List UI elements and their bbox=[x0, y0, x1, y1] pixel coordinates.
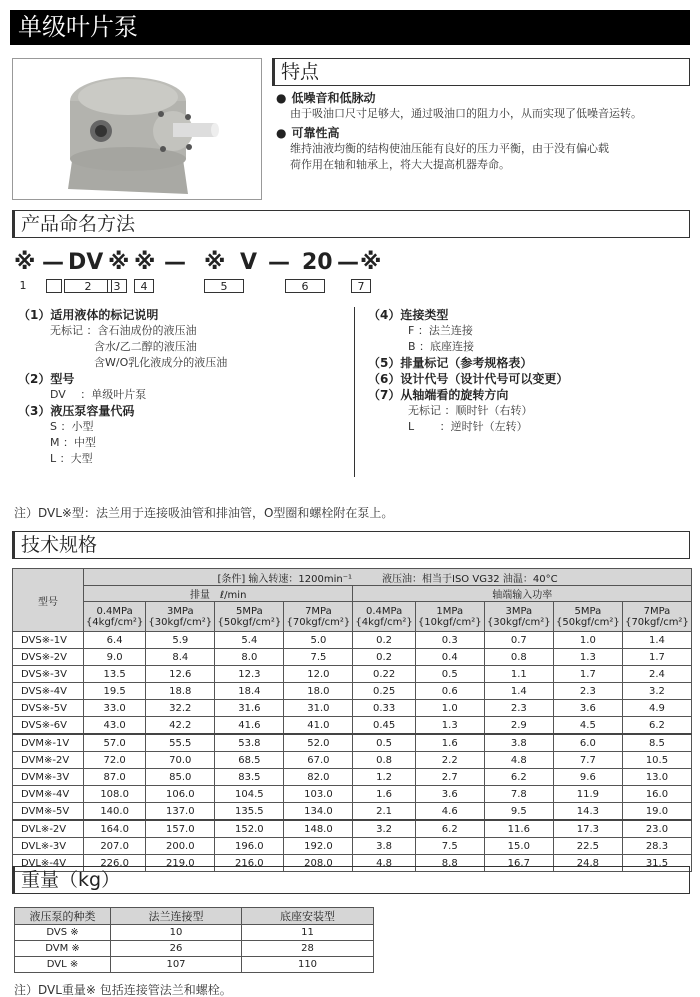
naming-heading: 产品命名方法 bbox=[12, 210, 690, 238]
item-title: （2）型号 bbox=[18, 372, 75, 386]
item-line: L ：大型 bbox=[50, 452, 93, 465]
pressure-column-header bbox=[484, 602, 553, 632]
code-box-3: 3 bbox=[107, 279, 127, 293]
value-cell: 0.7 bbox=[484, 632, 553, 649]
code-box-7: 7 bbox=[351, 279, 371, 293]
table-row bbox=[13, 803, 692, 821]
value-cell: 7.5 bbox=[415, 838, 484, 855]
value-cell: 19.5 bbox=[84, 683, 146, 700]
value-cell: 4.9 bbox=[622, 700, 691, 717]
item-title: （3）液压泵容量代码 bbox=[18, 404, 135, 418]
pump-type-cell: DVM ※ bbox=[15, 941, 111, 957]
model-cell: DVS※-3V bbox=[13, 666, 84, 683]
model-cell: DVS※-6V bbox=[13, 717, 84, 735]
value-cell: 53.8 bbox=[215, 734, 284, 752]
table-row bbox=[13, 820, 692, 838]
code-part: ※ bbox=[134, 250, 156, 275]
value-cell: 140.0 bbox=[84, 803, 146, 821]
value-cell: 4.8 bbox=[353, 855, 415, 872]
weight-table bbox=[14, 907, 374, 973]
item-line: S ：小型 bbox=[50, 420, 94, 433]
value-cell: 5.4 bbox=[215, 632, 284, 649]
value-cell: 157.0 bbox=[146, 820, 215, 838]
value-cell: 2.1 bbox=[353, 803, 415, 821]
model-cell: DVM※-3V bbox=[13, 769, 84, 786]
value-cell: 9.0 bbox=[84, 649, 146, 666]
value-cell: 0.22 bbox=[353, 666, 415, 683]
value-cell: 0.25 bbox=[353, 683, 415, 700]
value-cell: 108.0 bbox=[84, 786, 146, 803]
value-cell: 5.9 bbox=[146, 632, 215, 649]
item-line: M ：中型 bbox=[50, 436, 96, 449]
code-part: DV bbox=[68, 250, 104, 275]
value-cell: 0.33 bbox=[353, 700, 415, 717]
item-line: DV ：单级叶片泵 bbox=[50, 388, 147, 401]
pressure-kgf: {70kgf/cm²} bbox=[286, 616, 351, 628]
table-row bbox=[13, 752, 692, 769]
flow-header: 排量 ℓ/min bbox=[84, 586, 353, 602]
pressure-mpa: 5MPa bbox=[574, 605, 602, 617]
pressure-kgf: {4kgf/cm²} bbox=[355, 616, 413, 628]
item-line: L ：逆时针（左转） bbox=[408, 420, 528, 433]
value-cell: 219.0 bbox=[146, 855, 215, 872]
value-cell: 200.0 bbox=[146, 838, 215, 855]
value-cell: 196.0 bbox=[215, 838, 284, 855]
code-box-2: 2 bbox=[64, 279, 112, 293]
value-cell: 24.8 bbox=[553, 855, 622, 872]
code-box-5: 5 bbox=[204, 279, 244, 293]
value-cell: 6.2 bbox=[622, 717, 691, 735]
pump-type-cell: DVL ※ bbox=[15, 957, 111, 973]
feature-title: ● 低噪音和低脉动 bbox=[276, 90, 696, 106]
page-title: 单级叶片泵 bbox=[10, 10, 690, 45]
value-cell: 67.0 bbox=[284, 752, 353, 769]
specs-heading: 技术规格 bbox=[12, 531, 690, 559]
value-cell: 2.3 bbox=[553, 683, 622, 700]
model-cell: DVM※-5V bbox=[13, 803, 84, 821]
code-part: ※ bbox=[360, 250, 382, 275]
weight-header: 底座安装型 bbox=[242, 908, 374, 925]
naming-left-list bbox=[18, 307, 227, 467]
value-cell: 33.0 bbox=[84, 700, 146, 717]
value-cell: 103.0 bbox=[284, 786, 353, 803]
value-cell: 3.8 bbox=[484, 734, 553, 752]
table-row bbox=[15, 941, 374, 957]
value-cell: 11.9 bbox=[553, 786, 622, 803]
weight-cell: 28 bbox=[242, 941, 374, 957]
item-line: 含水/乙二醇的液压油 bbox=[50, 340, 197, 353]
value-cell: 87.0 bbox=[84, 769, 146, 786]
value-cell: 0.45 bbox=[353, 717, 415, 735]
code-part: 20 bbox=[302, 250, 333, 275]
value-cell: 135.5 bbox=[215, 803, 284, 821]
value-cell: 72.0 bbox=[84, 752, 146, 769]
pressure-mpa: 5MPa bbox=[236, 605, 263, 617]
code-part: — bbox=[164, 250, 186, 275]
value-cell: 192.0 bbox=[284, 838, 353, 855]
value-cell: 55.5 bbox=[146, 734, 215, 752]
value-cell: 22.5 bbox=[553, 838, 622, 855]
weight-header: 液压泵的种类 bbox=[15, 908, 111, 925]
value-cell: 2.7 bbox=[415, 769, 484, 786]
value-cell: 31.6 bbox=[215, 700, 284, 717]
value-cell: 28.3 bbox=[622, 838, 691, 855]
value-cell: 0.5 bbox=[415, 666, 484, 683]
table-row bbox=[13, 717, 692, 735]
pressure-kgf: {70kgf/cm²} bbox=[625, 616, 689, 628]
code-box-6: 6 bbox=[285, 279, 325, 293]
value-cell: 2.3 bbox=[484, 700, 553, 717]
pressure-column-header bbox=[415, 602, 484, 632]
value-cell: 1.7 bbox=[622, 649, 691, 666]
value-cell: 1.3 bbox=[415, 717, 484, 735]
value-cell: 8.4 bbox=[146, 649, 215, 666]
item-title: （4）连接类型 bbox=[368, 308, 449, 322]
value-cell: 2.2 bbox=[415, 752, 484, 769]
pressure-kgf: {30kgf/cm²} bbox=[148, 616, 213, 628]
value-cell: 0.3 bbox=[415, 632, 484, 649]
pressure-mpa: 0.4MPa bbox=[365, 605, 403, 617]
value-cell: 83.5 bbox=[215, 769, 284, 786]
value-cell: 6.2 bbox=[415, 820, 484, 838]
value-cell: 104.5 bbox=[215, 786, 284, 803]
item-line: 无标记 ：顺时针（右转） bbox=[408, 404, 533, 417]
item-line: 含W/O乳化液成分的液压油 bbox=[50, 356, 228, 369]
item-line: 无标记 ：含石油成份的液压油 bbox=[50, 324, 197, 337]
value-cell: 13.5 bbox=[84, 666, 146, 683]
value-cell: 31.0 bbox=[284, 700, 353, 717]
weight-cell: 11 bbox=[242, 925, 374, 941]
value-cell: 8.0 bbox=[215, 649, 284, 666]
condition-header: [条件] 输入转速：1200min⁻¹ 液压油：相当于ISO VG32 油温：40°C bbox=[84, 569, 692, 586]
value-cell: 148.0 bbox=[284, 820, 353, 838]
model-cell: DVS※-4V bbox=[13, 683, 84, 700]
value-cell: 106.0 bbox=[146, 786, 215, 803]
value-cell: 41.0 bbox=[284, 717, 353, 735]
feature-text: 荷作用在轴和轴承上，将大大提高机器寿命。 bbox=[290, 158, 510, 171]
item-line: B ：底座连接 bbox=[408, 340, 475, 353]
value-cell: 23.0 bbox=[622, 820, 691, 838]
table-row bbox=[13, 734, 692, 752]
pressure-column-header bbox=[215, 602, 284, 632]
code-part: V bbox=[240, 250, 258, 275]
model-cell: DVM※-4V bbox=[13, 786, 84, 803]
pressure-kgf: {10kgf/cm²} bbox=[417, 616, 482, 628]
value-cell: 2.4 bbox=[622, 666, 691, 683]
value-cell: 12.3 bbox=[215, 666, 284, 683]
value-cell: 1.4 bbox=[484, 683, 553, 700]
weight-cell: 107 bbox=[111, 957, 242, 973]
value-cell: 3.6 bbox=[553, 700, 622, 717]
model-cell: DVM※-1V bbox=[13, 734, 84, 752]
pressure-kgf: {50kgf/cm²} bbox=[556, 616, 620, 628]
vane-pump-image bbox=[13, 59, 261, 199]
table-row bbox=[13, 786, 692, 803]
pressure-mpa: 0.4MPa bbox=[96, 605, 133, 617]
value-cell: 1.4 bbox=[622, 632, 691, 649]
value-cell: 15.0 bbox=[484, 838, 553, 855]
value-cell: 208.0 bbox=[284, 855, 353, 872]
value-cell: 8.5 bbox=[622, 734, 691, 752]
pressure-mpa: 1MPa bbox=[436, 605, 464, 617]
model-cell: DVS※-1V bbox=[13, 632, 84, 649]
value-cell: 2.9 bbox=[484, 717, 553, 735]
value-cell: 7.7 bbox=[553, 752, 622, 769]
value-cell: 1.7 bbox=[553, 666, 622, 683]
item-title: （7）从轴端看的旋转方向 bbox=[368, 388, 509, 402]
value-cell: 0.8 bbox=[353, 752, 415, 769]
value-cell: 1.1 bbox=[484, 666, 553, 683]
code-part: — bbox=[337, 250, 359, 275]
table-row bbox=[13, 632, 692, 649]
feature-text: 由于吸油口尺寸足够大，通过吸油口的阻力小，从而实现了低噪音运转。 bbox=[290, 107, 642, 120]
value-cell: 152.0 bbox=[215, 820, 284, 838]
value-cell: 137.0 bbox=[146, 803, 215, 821]
item-line: F ：法兰连接 bbox=[408, 324, 473, 337]
value-cell: 1.0 bbox=[553, 632, 622, 649]
value-cell: 1.6 bbox=[353, 786, 415, 803]
item-title: （1）适用液体的标记说明 bbox=[18, 308, 159, 322]
weight-cell: 26 bbox=[111, 941, 242, 957]
value-cell: 8.8 bbox=[415, 855, 484, 872]
value-cell: 216.0 bbox=[215, 855, 284, 872]
features-heading: 特点 bbox=[272, 58, 690, 86]
naming-note: 注）DVL※型：法兰用于连接吸油管和排油管，O型圈和螺栓附在泵上。 bbox=[14, 506, 394, 520]
value-cell: 6.4 bbox=[84, 632, 146, 649]
code-box-1: 1 bbox=[19, 279, 27, 292]
value-cell: 10.5 bbox=[622, 752, 691, 769]
value-cell: 0.6 bbox=[415, 683, 484, 700]
model-cell: DVS※-2V bbox=[13, 649, 84, 666]
pressure-mpa: 3MPa bbox=[505, 605, 533, 617]
pump-photo bbox=[12, 58, 262, 200]
value-cell: 6.0 bbox=[553, 734, 622, 752]
item-title: （6）设计代号（设计代号可以变更） bbox=[368, 372, 569, 386]
weight-cell: 10 bbox=[111, 925, 242, 941]
model-cell: DVS※-5V bbox=[13, 700, 84, 717]
pressure-kgf: {50kgf/cm²} bbox=[217, 616, 282, 628]
value-cell: 13.0 bbox=[622, 769, 691, 786]
table-row bbox=[15, 957, 374, 973]
pressure-column-header bbox=[84, 602, 146, 632]
code-part: ※ bbox=[108, 250, 130, 275]
pressure-column-header bbox=[146, 602, 215, 632]
pressure-mpa: 7MPa bbox=[305, 605, 332, 617]
model-cell: DVL※-4V bbox=[13, 855, 84, 872]
value-cell: 134.0 bbox=[284, 803, 353, 821]
weight-note: 注）DVL重量※ 包括连接管法兰和螺栓。 bbox=[14, 983, 232, 997]
pressure-column-header bbox=[553, 602, 622, 632]
power-header: 轴端输入功率 bbox=[353, 586, 692, 602]
value-cell: 226.0 bbox=[84, 855, 146, 872]
value-cell: 32.2 bbox=[146, 700, 215, 717]
divider bbox=[354, 307, 355, 477]
code-part: — bbox=[42, 250, 64, 275]
value-cell: 3.8 bbox=[353, 838, 415, 855]
pressure-column-header bbox=[353, 602, 415, 632]
pressure-kgf: {4kgf/cm²} bbox=[85, 616, 144, 628]
table-row bbox=[13, 838, 692, 855]
value-cell: 3.2 bbox=[622, 683, 691, 700]
model-cell: DVL※-3V bbox=[13, 838, 84, 855]
weight-cell: 110 bbox=[242, 957, 374, 973]
value-cell: 17.3 bbox=[553, 820, 622, 838]
value-cell: 3.2 bbox=[353, 820, 415, 838]
table-row bbox=[13, 700, 692, 717]
value-cell: 14.3 bbox=[553, 803, 622, 821]
value-cell: 1.2 bbox=[353, 769, 415, 786]
value-cell: 6.2 bbox=[484, 769, 553, 786]
table-row bbox=[13, 666, 692, 683]
feature-text: 维持油液均衡的结构使油压能有良好的压力平衡，由于没有偏心载 bbox=[290, 142, 609, 155]
table-row bbox=[15, 925, 374, 941]
spec-table bbox=[12, 568, 692, 872]
pump-type-cell: DVS ※ bbox=[15, 925, 111, 941]
feature-title: ● 可靠性高 bbox=[276, 125, 696, 141]
table-row bbox=[13, 683, 692, 700]
model-header: 型号 bbox=[13, 569, 84, 632]
naming-right-list bbox=[368, 307, 568, 435]
code-part: ※ bbox=[204, 250, 226, 275]
value-cell: 0.2 bbox=[353, 632, 415, 649]
value-cell: 1.3 bbox=[553, 649, 622, 666]
pressure-kgf: {30kgf/cm²} bbox=[486, 616, 551, 628]
pressure-mpa: 7MPa bbox=[643, 605, 671, 617]
value-cell: 3.6 bbox=[415, 786, 484, 803]
code-box-4: 4 bbox=[134, 279, 154, 293]
value-cell: 16.7 bbox=[484, 855, 553, 872]
value-cell: 18.8 bbox=[146, 683, 215, 700]
value-cell: 12.6 bbox=[146, 666, 215, 683]
value-cell: 9.5 bbox=[484, 803, 553, 821]
value-cell: 12.0 bbox=[284, 666, 353, 683]
value-cell: 57.0 bbox=[84, 734, 146, 752]
value-cell: 0.8 bbox=[484, 649, 553, 666]
table-row bbox=[13, 769, 692, 786]
value-cell: 5.0 bbox=[284, 632, 353, 649]
value-cell: 9.6 bbox=[553, 769, 622, 786]
value-cell: 16.0 bbox=[622, 786, 691, 803]
weight-heading: 重量（kg） bbox=[12, 866, 690, 894]
value-cell: 19.0 bbox=[622, 803, 691, 821]
value-cell: 207.0 bbox=[84, 838, 146, 855]
value-cell: 31.5 bbox=[622, 855, 691, 872]
value-cell: 7.5 bbox=[284, 649, 353, 666]
pressure-column-header bbox=[284, 602, 353, 632]
value-cell: 11.6 bbox=[484, 820, 553, 838]
value-cell: 52.0 bbox=[284, 734, 353, 752]
value-cell: 0.2 bbox=[353, 649, 415, 666]
pressure-column-header bbox=[622, 602, 691, 632]
value-cell: 4.5 bbox=[553, 717, 622, 735]
value-cell: 0.4 bbox=[415, 649, 484, 666]
value-cell: 18.0 bbox=[284, 683, 353, 700]
value-cell: 18.4 bbox=[215, 683, 284, 700]
code-box-blank bbox=[46, 279, 62, 293]
value-cell: 0.5 bbox=[353, 734, 415, 752]
code-part: — bbox=[268, 250, 290, 275]
model-cell: DVL※-2V bbox=[13, 820, 84, 838]
pressure-mpa: 3MPa bbox=[166, 605, 194, 617]
model-cell: DVM※-2V bbox=[13, 752, 84, 769]
features-list bbox=[276, 90, 696, 176]
value-cell: 70.0 bbox=[146, 752, 215, 769]
value-cell: 82.0 bbox=[284, 769, 353, 786]
value-cell: 42.2 bbox=[146, 717, 215, 735]
value-cell: 164.0 bbox=[84, 820, 146, 838]
value-cell: 4.8 bbox=[484, 752, 553, 769]
value-cell: 41.6 bbox=[215, 717, 284, 735]
value-cell: 1.0 bbox=[415, 700, 484, 717]
value-cell: 43.0 bbox=[84, 717, 146, 735]
value-cell: 4.6 bbox=[415, 803, 484, 821]
value-cell: 85.0 bbox=[146, 769, 215, 786]
code-part: ※ bbox=[14, 250, 36, 275]
table-row bbox=[13, 649, 692, 666]
value-cell: 7.8 bbox=[484, 786, 553, 803]
value-cell: 68.5 bbox=[215, 752, 284, 769]
value-cell: 1.6 bbox=[415, 734, 484, 752]
item-title: （5）排量标记（参考规格表） bbox=[368, 356, 533, 370]
weight-header: 法兰连接型 bbox=[111, 908, 242, 925]
